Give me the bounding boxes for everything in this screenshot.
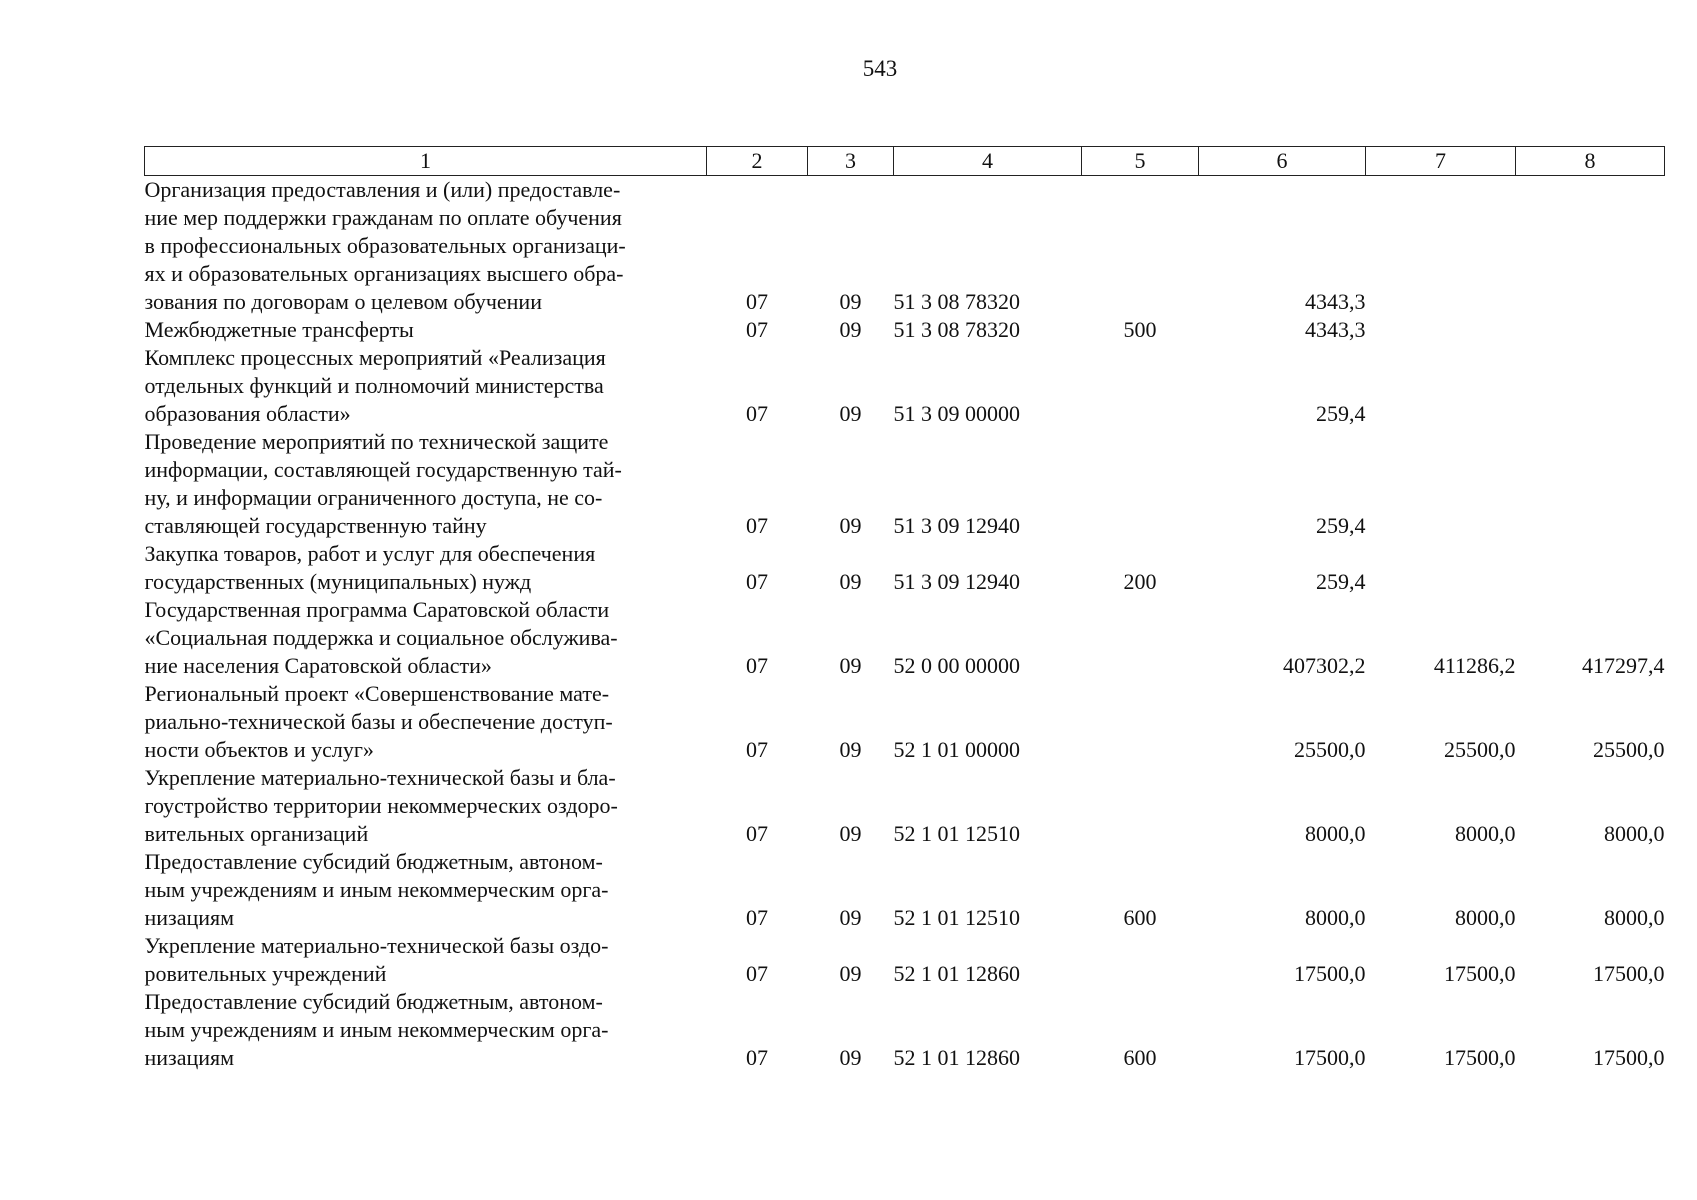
- expense-type-cell: 500: [1123, 317, 1157, 342]
- page-number: 543: [862, 56, 898, 81]
- expense-type-cell: [1082, 932, 1199, 988]
- target-article-cell: 52 1 01 12860: [893, 961, 1020, 986]
- target-article-cell: 52 0 00 00000: [893, 653, 1020, 678]
- name-line: Региональный проект «Совершенствование мате-: [144, 681, 610, 706]
- amount-year-2-cell: [1366, 540, 1516, 596]
- header-row: [145, 147, 1665, 176]
- amount-year-2-cell: [1366, 176, 1516, 317]
- column-header-5: 5: [1082, 147, 1199, 176]
- row-name-cell: [145, 932, 707, 988]
- target-article-cell: 51 3 08 78320: [893, 289, 1020, 314]
- expense-type-cell: [1082, 680, 1199, 764]
- amount-year-1-cell: 17500,0: [1294, 1045, 1366, 1070]
- amount-year-3-cell: 17500,0: [1593, 961, 1665, 986]
- podrazdel-cell: 09: [839, 317, 862, 342]
- name-line: государственных (муниципальных) нужд: [144, 569, 532, 594]
- row-name-cell: [145, 988, 707, 1072]
- amount-year-3-cell: [1516, 540, 1665, 596]
- amount-year-1-cell: 25500,0: [1294, 737, 1366, 762]
- amount-year-1-cell: 4343,3: [1305, 289, 1366, 314]
- name-line: Укрепление материально-технической базы и бла-: [144, 765, 616, 790]
- podrazdel-cell: 09: [839, 821, 862, 846]
- expense-type-cell: 200: [1123, 569, 1157, 594]
- name-line: в профессиональных образовательных организаци-: [144, 233, 626, 258]
- row-name-cell: [145, 428, 707, 540]
- table-row: [145, 680, 1665, 764]
- table-row: [145, 316, 1665, 344]
- name-line: Закупка товаров, работ и услуг для обеспечения: [144, 541, 596, 566]
- name-line: ности объектов и услуг»: [144, 737, 374, 762]
- razdel-cell: 07: [746, 961, 768, 986]
- podrazdel-cell: 09: [839, 961, 862, 986]
- amount-year-3-cell: [1516, 316, 1665, 344]
- amount-year-2-cell: 17500,0: [1444, 1045, 1516, 1070]
- amount-year-1-cell: 8000,0: [1305, 821, 1366, 846]
- name-line: низациям: [144, 1045, 235, 1070]
- table-row: [145, 988, 1665, 1072]
- name-line: ях и образовательных организациях высшего обра-: [144, 261, 624, 286]
- table-header: [145, 147, 1665, 176]
- row-name-cell: [145, 176, 707, 317]
- table-row: [145, 428, 1665, 540]
- budget-table: [144, 146, 1665, 1072]
- row-name-cell: [145, 764, 707, 848]
- amount-year-2-cell: 8000,0: [1455, 905, 1516, 930]
- table-body: [145, 176, 1665, 1073]
- razdel-cell: 07: [746, 513, 768, 538]
- amount-year-3-cell: 8000,0: [1604, 821, 1665, 846]
- name-line: Укрепление материально-технической базы оздо-: [144, 933, 609, 958]
- name-line: низациям: [144, 905, 235, 930]
- column-header-4: 4: [894, 147, 1082, 176]
- name-line: ние мер поддержки гражданам по оплате обучения: [144, 205, 622, 230]
- table-row: [145, 540, 1665, 596]
- amount-year-3-cell: [1516, 176, 1665, 317]
- amount-year-3-cell: [1516, 344, 1665, 428]
- target-article-cell: 52 1 01 00000: [893, 737, 1020, 762]
- amount-year-2-cell: [1366, 428, 1516, 540]
- name-line: Проведение мероприятий по технической защите: [144, 429, 609, 454]
- target-article-cell: 51 3 09 12940: [893, 569, 1020, 594]
- razdel-cell: 07: [746, 289, 768, 314]
- podrazdel-cell: 09: [839, 905, 862, 930]
- expense-type-cell: [1082, 176, 1199, 317]
- row-name-cell: [145, 680, 707, 764]
- target-article-cell: 51 3 09 12940: [893, 513, 1020, 538]
- amount-year-1-cell: 17500,0: [1294, 961, 1366, 986]
- expense-type-cell: 600: [1123, 905, 1157, 930]
- amount-year-1-cell: 259,4: [1316, 513, 1366, 538]
- target-article-cell: 52 1 01 12510: [893, 821, 1020, 846]
- name-line: Межбюджетные трансферты: [144, 317, 414, 342]
- amount-year-3-cell: 25500,0: [1593, 737, 1665, 762]
- table-row: [145, 596, 1665, 680]
- name-line: ным учреждениям и иным некоммерческим орга-: [144, 1017, 609, 1042]
- amount-year-2-cell: 411286,2: [1433, 653, 1516, 678]
- name-line: «Социальная поддержка и социальное обслужива-: [144, 625, 618, 650]
- row-name-cell: [145, 540, 707, 596]
- table-row: [145, 344, 1665, 428]
- column-header-2: 2: [707, 147, 808, 176]
- amount-year-2-cell: 8000,0: [1455, 821, 1516, 846]
- name-line: Организация предоставления и (или) предоставле-: [144, 177, 621, 202]
- target-article-cell: 51 3 09 00000: [893, 401, 1020, 426]
- razdel-cell: 07: [746, 1045, 768, 1070]
- name-line: ставляющей государственную тайну: [144, 513, 487, 538]
- name-line: ровительных учреждений: [144, 961, 387, 986]
- razdel-cell: 07: [746, 653, 768, 678]
- row-name-cell: [145, 316, 707, 344]
- name-line: отдельных функций и полномочий министерства: [144, 373, 604, 398]
- name-line: Государственная программа Саратовской области: [144, 597, 610, 622]
- target-article-cell: 51 3 08 78320: [893, 317, 1020, 342]
- amount-year-1-cell: 4343,3: [1305, 317, 1366, 342]
- name-line: ну, и информации ограниченного доступа, не со-: [144, 485, 603, 510]
- razdel-cell: 07: [746, 821, 768, 846]
- name-line: Предоставление субсидий бюджетным, автоном-: [144, 989, 603, 1014]
- podrazdel-cell: 09: [839, 653, 862, 678]
- table-row: [145, 176, 1665, 317]
- amount-year-2-cell: [1366, 344, 1516, 428]
- row-name-cell: [145, 596, 707, 680]
- target-article-cell: 52 1 01 12860: [893, 1045, 1020, 1070]
- name-line: зования по договорам о целевом обучении: [144, 289, 542, 314]
- expense-type-cell: [1082, 596, 1199, 680]
- podrazdel-cell: 09: [839, 289, 862, 314]
- razdel-cell: 07: [746, 737, 768, 762]
- table-row: [145, 764, 1665, 848]
- column-header-6: 6: [1199, 147, 1366, 176]
- podrazdel-cell: 09: [839, 737, 862, 762]
- amount-year-1-cell: 8000,0: [1305, 905, 1366, 930]
- amount-year-2-cell: 17500,0: [1444, 961, 1516, 986]
- name-line: вительных организаций: [144, 821, 369, 846]
- name-line: риально-технической базы и обеспечение доступ-: [144, 709, 613, 734]
- amount-year-3-cell: 17500,0: [1593, 1045, 1665, 1070]
- row-name-cell: [145, 848, 707, 932]
- razdel-cell: 07: [746, 401, 768, 426]
- amount-year-1-cell: 259,4: [1316, 401, 1366, 426]
- podrazdel-cell: 09: [839, 1045, 862, 1070]
- razdel-cell: 07: [746, 317, 768, 342]
- podrazdel-cell: 09: [839, 401, 862, 426]
- target-article-cell: 52 1 01 12510: [893, 905, 1020, 930]
- name-line: образования области»: [144, 401, 351, 426]
- amount-year-3-cell: [1516, 428, 1665, 540]
- expense-type-cell: [1082, 428, 1199, 540]
- column-header-3: 3: [808, 147, 894, 176]
- column-header-1: 1: [145, 147, 707, 176]
- name-line: информации, составляющей государственную тай-: [144, 457, 622, 482]
- expense-type-cell: 600: [1123, 1045, 1157, 1070]
- expense-type-cell: [1082, 344, 1199, 428]
- amount-year-3-cell: 417297,4: [1582, 653, 1665, 678]
- expense-type-cell: [1082, 764, 1199, 848]
- table-row: [145, 848, 1665, 932]
- amount-year-3-cell: 8000,0: [1604, 905, 1665, 930]
- podrazdel-cell: 09: [839, 569, 862, 594]
- amount-year-1-cell: 407302,2: [1283, 653, 1366, 678]
- name-line: Комплекс процессных мероприятий «Реализация: [144, 345, 606, 370]
- amount-year-1-cell: 259,4: [1316, 569, 1366, 594]
- amount-year-2-cell: [1366, 316, 1516, 344]
- podrazdel-cell: 09: [839, 513, 862, 538]
- column-header-8: 8: [1516, 147, 1665, 176]
- name-line: ным учреждениям и иным некоммерческим орга-: [144, 877, 609, 902]
- razdel-cell: 07: [746, 905, 768, 930]
- row-name-cell: [145, 344, 707, 428]
- name-line: ние населения Саратовской области»: [144, 653, 492, 678]
- column-header-7: 7: [1366, 147, 1516, 176]
- name-line: гоустройство территории некоммерческих оздоро-: [144, 793, 618, 818]
- razdel-cell: 07: [746, 569, 768, 594]
- name-line: Предоставление субсидий бюджетным, автоном-: [144, 849, 603, 874]
- table-row: [145, 932, 1665, 988]
- amount-year-2-cell: 25500,0: [1444, 737, 1516, 762]
